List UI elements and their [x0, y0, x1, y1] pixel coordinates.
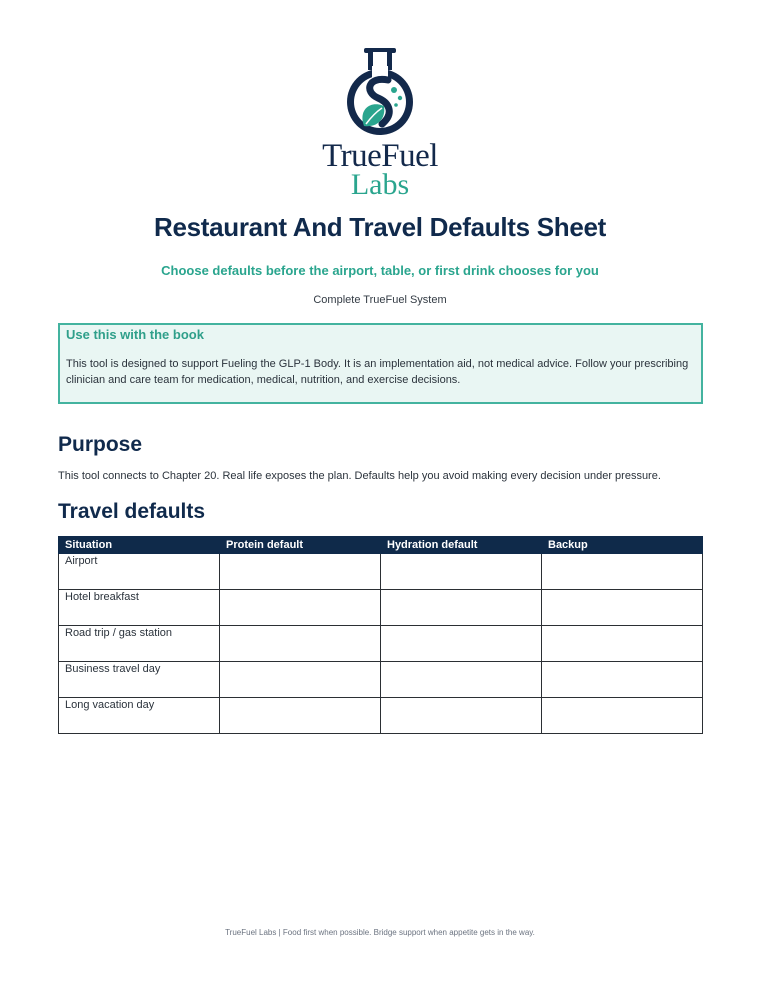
page-subtitle: Choose defaults before the airport, table, or first drink chooses for you	[161, 263, 599, 278]
purpose-heading: Purpose	[58, 433, 143, 456]
system-label: Complete TrueFuel System	[313, 294, 447, 306]
column-header: Hydration default	[381, 537, 542, 554]
protein-cell[interactable]	[220, 662, 381, 698]
backup-cell[interactable]	[542, 662, 703, 698]
table-row	[59, 698, 703, 734]
column-header: Backup	[542, 537, 703, 554]
protein-cell[interactable]	[220, 626, 381, 662]
brand-name: TrueFuel	[322, 138, 438, 174]
brand-name-secondary: Labs	[350, 168, 410, 201]
hydration-cell[interactable]	[381, 626, 542, 662]
hydration-cell[interactable]	[381, 554, 542, 590]
page-title: Restaurant And Travel Defaults Sheet	[153, 212, 607, 242]
situation-cell: Long vacation day	[59, 698, 220, 734]
backup-cell[interactable]	[542, 698, 703, 734]
backup-cell[interactable]	[542, 554, 703, 590]
column-header: Protein default	[220, 537, 381, 554]
callout-body: This tool is designed to support Fueling the GLP-1 Body. It is an implementation aid, not medical advice. Follow your prescribing clinician and care team for medication, medical, nutrition, and exercise decisions.	[66, 358, 689, 386]
situation-cell: Airport	[59, 554, 220, 590]
travel-defaults-table	[58, 536, 703, 734]
table-header-row	[59, 537, 703, 554]
table-row	[59, 554, 703, 590]
hydration-cell[interactable]	[381, 590, 542, 626]
protein-cell[interactable]	[220, 698, 381, 734]
book-callout	[58, 323, 703, 404]
table-row	[59, 626, 703, 662]
table-row	[59, 662, 703, 698]
protein-cell[interactable]	[220, 554, 381, 590]
situation-cell: Business travel day	[59, 662, 220, 698]
backup-cell[interactable]	[542, 626, 703, 662]
table-row	[59, 590, 703, 626]
situation-cell: Hotel breakfast	[59, 590, 220, 626]
callout-heading: Use this with the book	[66, 327, 204, 342]
protein-cell[interactable]	[220, 590, 381, 626]
purpose-text: This tool connects to Chapter 20. Real life exposes the plan. Defaults help you avoid making every decision under pressure.	[58, 470, 661, 482]
hydration-cell[interactable]	[381, 662, 542, 698]
column-header: Situation	[59, 537, 220, 554]
travel-heading: Travel defaults	[58, 500, 206, 523]
hydration-cell[interactable]	[381, 698, 542, 734]
situation-cell: Road trip / gas station	[59, 626, 220, 662]
backup-cell[interactable]	[542, 590, 703, 626]
page-footer: TrueFuel Labs | Food first when possible. Bridge support when appetite gets in the way.	[225, 928, 535, 937]
